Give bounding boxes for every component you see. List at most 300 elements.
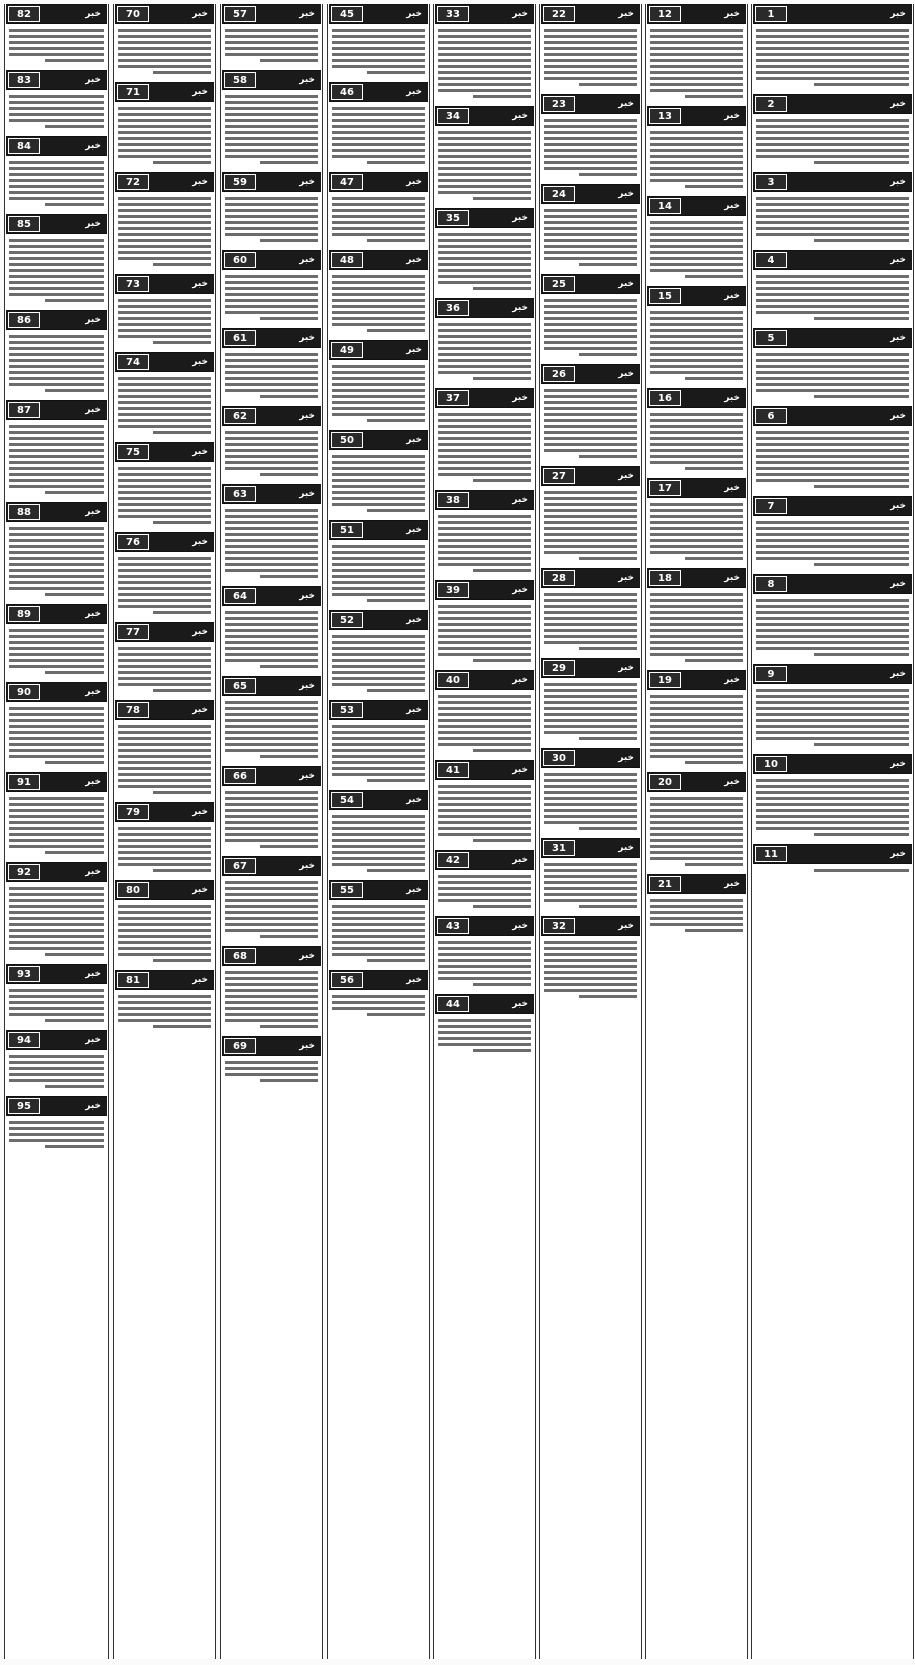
news-item-label: خبر [890,759,906,769]
text-line [650,167,743,170]
news-item-number: 36 [437,300,469,316]
text-line [438,47,531,50]
news-item-label: خبر [890,333,906,343]
text-line [332,815,425,818]
text-line [438,653,531,656]
text-line [438,527,531,530]
text-line [332,485,425,488]
text-line [650,323,743,326]
news-item [6,70,107,133]
text-line [118,137,211,140]
news-item [6,682,107,769]
text-line [118,335,211,338]
news-item-number: 3 [755,174,787,190]
text-line [544,143,637,146]
text-line [9,41,104,44]
news-item-number: 44 [437,996,469,1012]
news-item-label: خبر [85,1035,101,1045]
news-item-number: 75 [117,444,149,460]
text-line [332,227,425,230]
news-item-body [6,90,107,133]
text-line [650,461,743,464]
text-line [650,593,743,596]
text-line [544,623,637,626]
text-line [225,35,318,38]
text-line [438,557,531,560]
news-item-number: 69 [224,1038,256,1054]
news-item-label: خبر [406,525,422,535]
text-line [9,179,104,182]
text-line [225,311,318,314]
text-line [756,617,909,620]
news-item-body [329,810,428,877]
text-line [225,131,318,134]
text-line [118,143,211,146]
news-item-label: خبر [299,489,315,499]
text-line [118,659,211,662]
news-item-header [115,622,214,642]
news-item-number: 61 [224,330,256,346]
text-line [9,1067,104,1070]
text-line [9,995,104,998]
news-item-label: خبر [512,921,528,931]
text-line [544,635,637,638]
news-item [329,520,428,607]
text-line [118,323,211,326]
text-line [438,521,531,524]
text-line [260,665,318,668]
news-item-header [6,862,107,882]
news-item-body [647,408,746,475]
news-item [115,442,214,529]
news-item-body [435,870,534,913]
text-line [225,461,318,464]
text-line [332,563,425,566]
text-line [438,347,531,350]
news-item-body [115,294,214,349]
news-item-header [329,520,428,540]
news-item-header [753,172,912,192]
news-item-body [647,498,746,565]
text-line [45,953,104,956]
news-item-body [6,882,107,961]
news-item-number: 42 [437,852,469,868]
text-line [650,263,743,266]
text-line [544,251,637,254]
news-item-header [222,484,321,504]
text-line [756,233,909,236]
text-line [756,221,909,224]
news-item-header [222,766,321,786]
text-line [544,515,637,518]
text-line [9,731,104,734]
text-line [225,839,318,842]
text-line [544,701,637,704]
text-line [650,455,743,458]
news-item-label: خبر [192,9,208,19]
news-item-body [115,462,214,529]
text-line [579,905,637,908]
text-line [332,203,425,206]
text-line [118,407,211,410]
text-line [650,29,743,32]
text-line [225,203,318,206]
text-line [332,749,425,752]
news-item-header [329,82,428,102]
text-line [438,29,531,32]
news-item-number: 26 [543,366,575,382]
text-line [650,845,743,848]
news-item-body [753,114,912,169]
text-line [118,755,211,758]
news-item-number: 15 [649,288,681,304]
text-line [225,923,318,926]
news-item-label: خبر [724,879,740,889]
news-item [647,286,746,385]
news-item-body [753,516,912,571]
news-item-label: خبر [299,411,315,421]
news-item-header [753,94,912,114]
text-line [650,737,743,740]
news-item-body [753,684,912,751]
text-line [225,389,318,392]
news-item-label: خبر [618,753,634,763]
news-item-header [435,580,534,600]
news-item-label: خبر [85,315,101,325]
news-item [6,502,107,601]
text-line [45,491,104,494]
text-line [438,875,531,878]
text-line [650,539,743,542]
text-line [332,395,425,398]
text-line [225,209,318,212]
text-line [544,155,637,158]
news-item [222,328,321,403]
news-item-body [222,876,321,943]
text-line [332,833,425,836]
news-item-number: 91 [8,774,40,790]
text-line [225,53,318,56]
text-line [650,245,743,248]
news-item-body [753,270,912,325]
text-line [225,815,318,818]
text-line [650,41,743,44]
news-item [541,916,640,1003]
text-line [756,293,909,296]
text-line [579,173,637,176]
text-line [225,353,318,356]
text-line [756,557,909,560]
text-line [9,347,104,350]
news-item [329,880,428,967]
news-item-label: خبر [406,9,422,19]
news-item-body [222,696,321,763]
text-line [438,263,531,266]
news-item-number: 60 [224,252,256,268]
text-line [367,1013,425,1016]
text-line [332,311,425,314]
text-line [544,599,637,602]
text-line [225,545,318,548]
text-line [118,299,211,302]
news-item-label: خبر [192,975,208,985]
news-item [329,82,428,169]
news-item-number: 8 [755,576,787,592]
text-line [438,155,531,158]
news-item-body [329,270,428,337]
text-line [650,347,743,350]
text-line [9,581,104,584]
text-line [367,869,425,872]
text-line [225,929,318,932]
text-line [814,833,909,836]
text-line [9,251,104,254]
text-line [9,551,104,554]
text-line [438,71,531,74]
text-line [332,479,425,482]
text-line [650,755,743,758]
news-item-body [647,126,746,193]
text-line [118,851,211,854]
news-item-header [435,298,534,318]
text-line [118,491,211,494]
news-item [753,496,912,571]
text-line [9,191,104,194]
text-line [756,449,909,452]
text-line [544,449,637,452]
text-line [438,815,531,818]
news-item-label: خبر [618,573,634,583]
text-line [332,65,425,68]
text-line [756,227,909,230]
news-item [115,622,214,697]
text-line [332,665,425,668]
text-line [332,767,425,770]
text-line [650,233,743,236]
text-line [153,521,211,524]
news-item-body [753,774,912,841]
news-item-label: خبر [512,111,528,121]
text-line [756,359,909,362]
news-item-number: 51 [331,522,363,538]
text-line [225,137,318,140]
text-line [438,443,531,446]
text-line [650,533,743,536]
text-line [9,659,104,662]
text-line [225,197,318,200]
text-line [118,1013,211,1016]
text-line [756,53,909,56]
news-item-label: خبر [890,99,906,109]
text-line [225,119,318,122]
news-item [753,664,912,751]
text-line [438,713,531,716]
text-line [438,365,531,368]
text-line [225,737,318,740]
text-line [118,995,211,998]
news-item-number: 40 [437,672,469,688]
text-line [367,419,425,422]
text-line [650,359,743,362]
text-line [118,467,211,470]
text-line [332,551,425,554]
news-item-label: خبر [192,279,208,289]
news-item-body [541,204,640,271]
news-item-label: خبر [406,615,422,625]
text-line [544,227,637,230]
news-item-header [435,670,534,690]
text-line [438,275,531,278]
column-5 [433,4,536,1659]
text-line [118,935,211,938]
text-line [544,329,637,332]
text-line [225,125,318,128]
news-item-label: خبر [299,861,315,871]
text-line [9,893,104,896]
text-line [9,353,104,356]
text-line [473,1049,531,1052]
news-item-label: خبر [618,9,634,19]
news-item-header [753,754,912,774]
text-line [438,725,531,728]
text-line [756,59,909,62]
text-line [544,335,637,338]
text-line [9,371,104,374]
news-item-header [647,286,746,306]
text-line [118,737,211,740]
text-line [650,833,743,836]
text-line [118,113,211,116]
text-line [579,83,637,86]
text-line [9,827,104,830]
text-line [332,929,425,932]
text-line [225,569,318,572]
text-line [579,557,637,560]
news-item-number: 94 [8,1032,40,1048]
text-line [544,509,637,512]
text-line [153,71,211,74]
text-line [118,839,211,842]
text-line [814,485,909,488]
news-item-label: خبر [192,705,208,715]
news-item-number: 64 [224,588,256,604]
news-item-header [753,250,912,270]
text-line [650,53,743,56]
text-line [438,647,531,650]
text-line [544,593,637,596]
news-item-body [6,984,107,1027]
text-line [153,959,211,962]
news-item-body [541,768,640,835]
text-line [9,449,104,452]
text-line [332,365,425,368]
news-item [6,604,107,679]
text-line [118,857,211,860]
text-line [650,923,743,926]
news-item-header [435,994,534,1014]
text-line [225,521,318,524]
text-line [118,923,211,926]
news-item-body [647,24,746,103]
text-line [544,941,637,944]
text-line [118,833,211,836]
news-item-body [115,990,214,1033]
news-item-number: 48 [331,252,363,268]
news-item-number: 12 [649,6,681,22]
news-item-body [222,426,321,481]
news-item [541,94,640,181]
text-line [9,1007,104,1010]
news-item-header [435,850,534,870]
news-item-body [541,114,640,181]
news-item-number: 34 [437,108,469,124]
text-line [332,773,425,776]
news-item-number: 82 [8,6,40,22]
text-line [9,653,104,656]
news-item-body [541,294,640,361]
text-line [438,809,531,812]
text-line [225,113,318,116]
text-line [650,251,743,254]
text-line [438,731,531,734]
news-item-label: خبر [724,9,740,19]
text-line [153,161,211,164]
text-line [225,647,318,650]
text-line [9,833,104,836]
news-item-body [6,330,107,397]
text-line [332,143,425,146]
text-line [9,377,104,380]
text-line [225,293,318,296]
text-line [9,461,104,464]
news-item-label: خبر [299,75,315,85]
text-line [756,797,909,800]
text-line [118,503,211,506]
text-line [756,29,909,32]
text-line [225,365,318,368]
text-line [473,95,531,98]
text-line [118,827,211,830]
text-line [225,899,318,902]
news-item-number: 43 [437,918,469,934]
text-line [756,443,909,446]
text-line [544,959,637,962]
news-item-label: خبر [890,411,906,421]
text-line [438,413,531,416]
news-item-number: 31 [543,840,575,856]
text-line [544,497,637,500]
text-line [332,659,425,662]
news-item [329,700,428,787]
news-item-label: خبر [512,585,528,595]
text-line [438,245,531,248]
text-line [118,905,211,908]
news-item-label: خبر [618,663,634,673]
text-line [118,731,211,734]
news-item-header [329,880,428,900]
text-line [756,707,909,710]
text-line [650,35,743,38]
news-item-body [115,24,214,79]
text-line [544,491,637,494]
text-line [225,821,318,824]
text-line [756,689,909,692]
text-line [225,449,318,452]
text-line [756,155,909,158]
text-line [9,269,104,272]
text-line [579,995,637,998]
text-line [332,317,425,320]
